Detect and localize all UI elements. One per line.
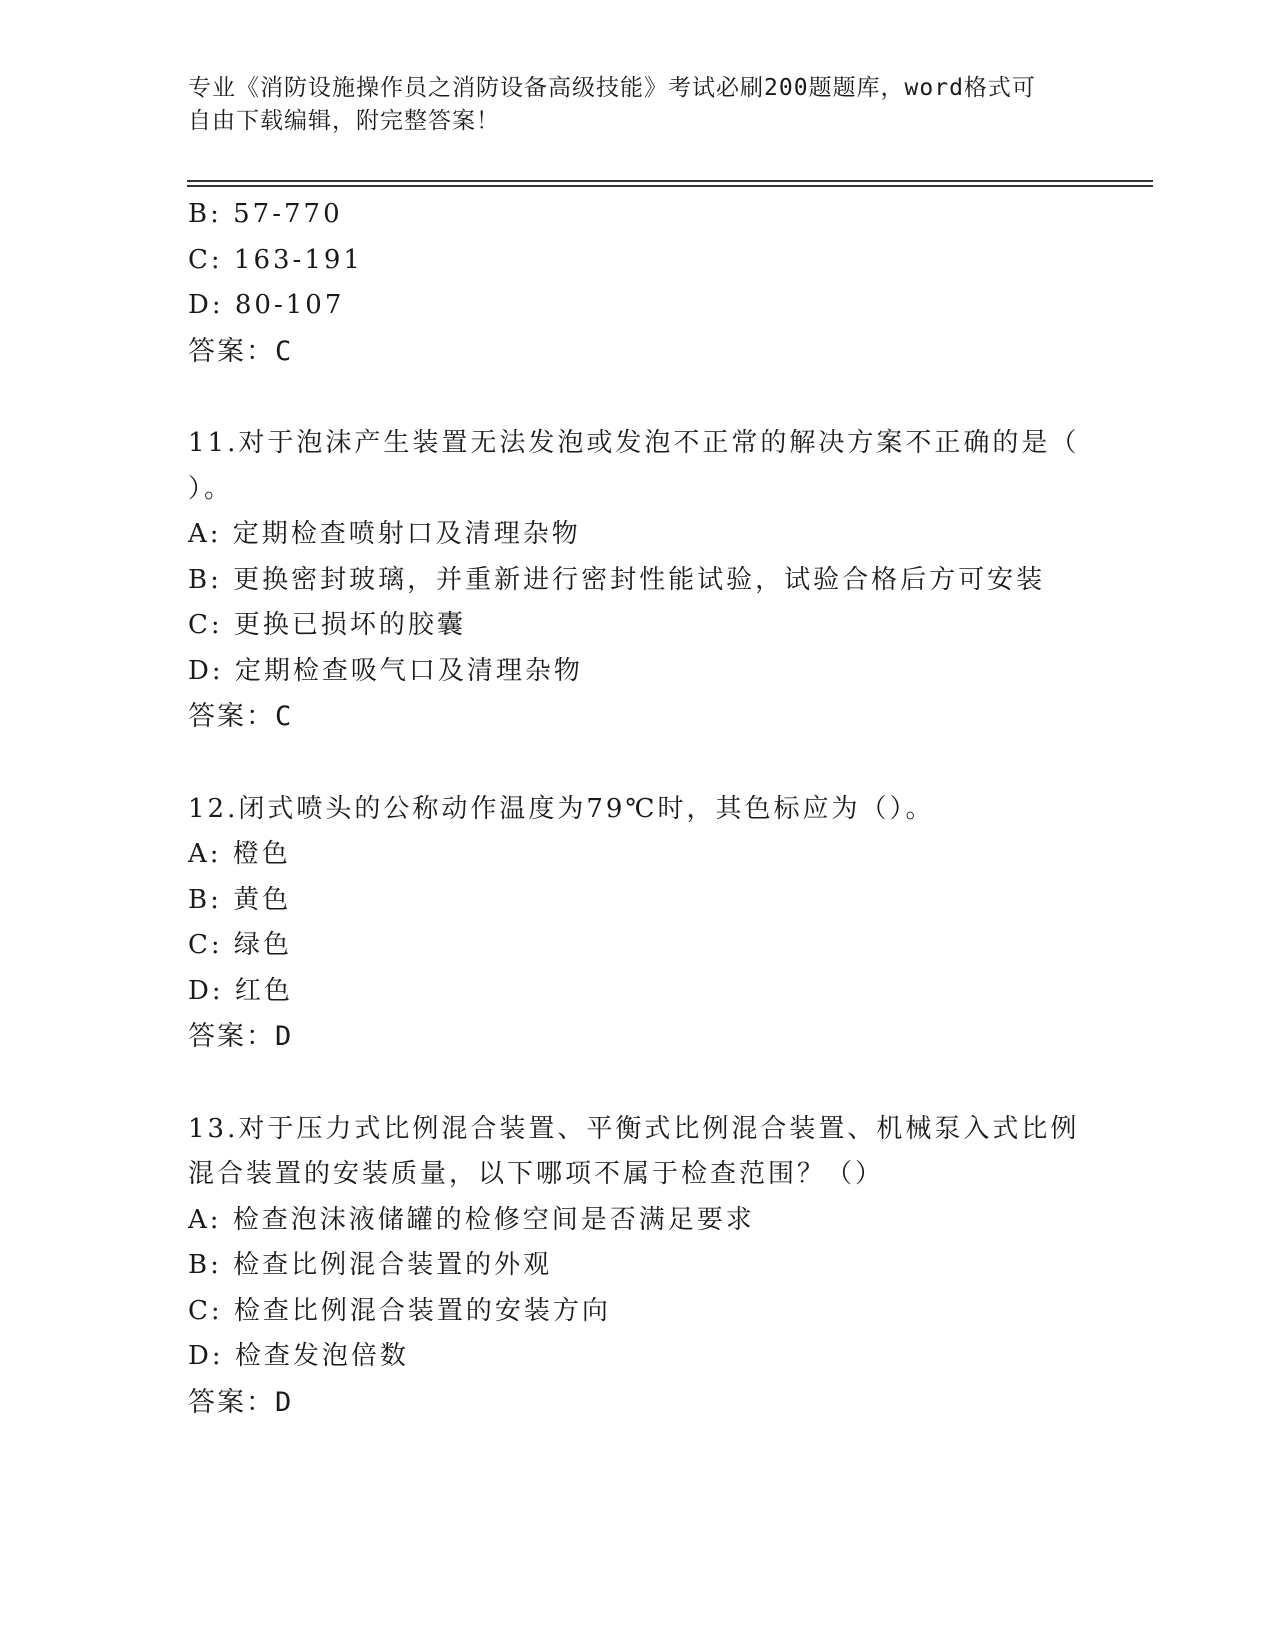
option-c: C: 163-191 [188, 244, 363, 275]
answer: 答案：D [188, 1021, 294, 1052]
question-stem-line-2: 混合装置的安装质量，以下哪项不属于检查范围？（） [188, 1159, 885, 1189]
spacer [188, 740, 1088, 787]
option-d: D: 80-107 [188, 290, 345, 320]
question-stem-line-1: 11.对于泡沫产生装置无法发泡或发泡不正常的解决方案不正确的是（ [188, 428, 1080, 458]
document-header [188, 72, 1068, 138]
header-divider-bottom [187, 185, 1153, 187]
answer: 答案：C [188, 335, 294, 367]
question-10-tail [188, 192, 1088, 374]
option-d: D: 红色 [188, 975, 293, 1006]
option-a: A: 定期检查喷射口及清理杂物 [188, 519, 581, 549]
spacer [188, 374, 1088, 421]
option-c: C: 更换已损坏的胶囊 [188, 610, 466, 640]
question-13 [188, 1107, 1088, 1426]
option-c: C: 绿色 [188, 930, 292, 960]
option-a: A: 橙色 [188, 839, 291, 869]
header-line-1: 专业《消防设施操作员之消防设备高级技能》考试必刷200题题库，word格式可 [188, 75, 1036, 101]
option-c: C: 检查比例混合装置的安装方向 [188, 1295, 611, 1326]
question-stem-line-2: ）。 [188, 473, 234, 504]
option-d: D: 定期检查吸气口及清理杂物 [188, 655, 583, 686]
question-stem-line-1: 13.对于压力式比例混合装置、平衡式比例混合装置、机械泵入式比例 [188, 1113, 1080, 1144]
question-stem-line-1: 12.闭式喷头的公称动作温度为79℃时，其色标应为（）。 [188, 793, 935, 824]
question-11 [188, 421, 1088, 740]
option-d: D: 检查发泡倍数 [188, 1341, 409, 1371]
answer: 答案：D [188, 1386, 294, 1418]
option-a: A: 检查泡沫液储罐的检修空间是否满足要求 [188, 1204, 755, 1235]
answer: 答案：C [188, 701, 294, 732]
option-b: B: 黄色 [188, 884, 292, 915]
option-b: B: 更换密封玻璃，并重新进行密封性能试验，试验合格后方可安装 [188, 564, 1046, 595]
header-line-2: 自由下载编辑，附完整答案！ [188, 108, 500, 134]
option-b: B: 检查比例混合装置的外观 [188, 1250, 553, 1280]
question-list [188, 192, 1088, 1425]
header-divider-top [187, 180, 1153, 182]
option-b: B: 57-770 [188, 199, 343, 229]
spacer [188, 1060, 1088, 1107]
question-12 [188, 787, 1088, 1060]
